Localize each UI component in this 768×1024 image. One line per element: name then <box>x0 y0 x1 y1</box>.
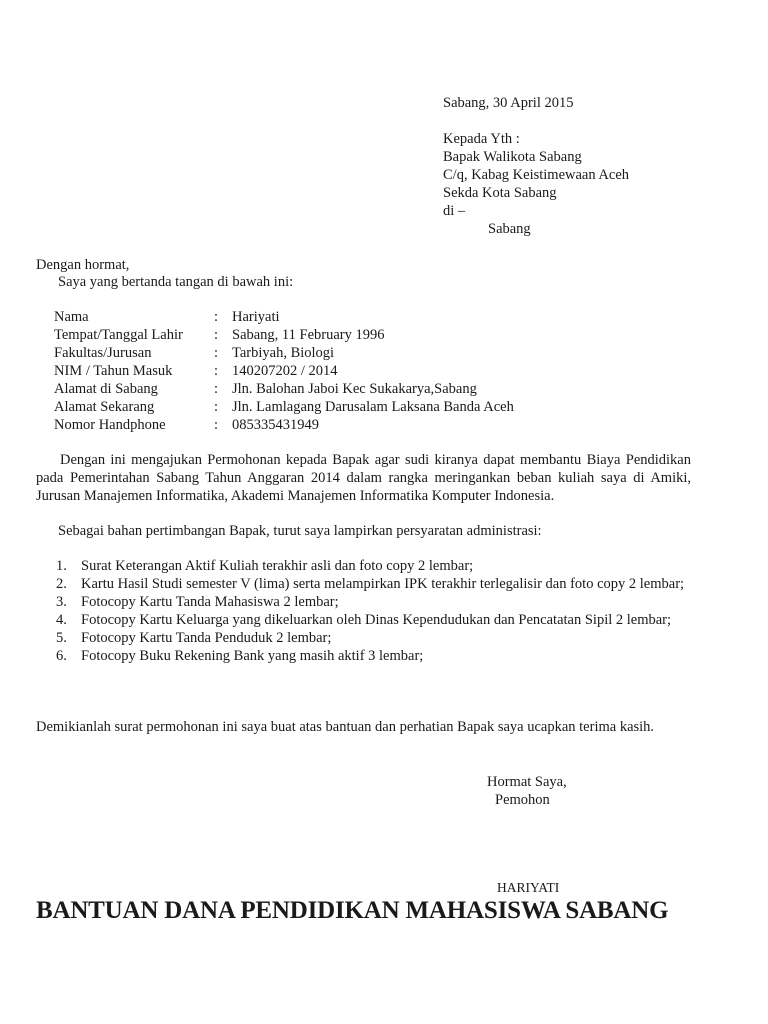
list-text: Fotocopy Kartu Tanda Mahasiswa 2 lembar; <box>81 594 339 610</box>
identity-colon: : <box>214 417 219 433</box>
list-item <box>56 629 693 647</box>
identity-table <box>54 308 514 434</box>
list-item <box>56 647 693 665</box>
list-number: 2. <box>56 576 67 592</box>
identity-label: Fakultas/Jurusan <box>54 345 152 361</box>
identity-value: Jln. Balohan Jaboi Kec Sukakarya,Sabang <box>232 381 477 397</box>
identity-row <box>54 398 514 416</box>
identity-value: Hariyati <box>232 309 280 325</box>
identity-colon: : <box>214 381 219 397</box>
recipient-line: Bapak Walikota Sabang <box>443 149 582 165</box>
greeting: Dengan hormat, <box>36 257 130 273</box>
identity-value: Tarbiyah, Biologi <box>232 345 335 361</box>
identity-value: Jln. Lamlagang Darusalam Laksana Banda Aceh <box>232 399 514 415</box>
recipient-line: C/q, Kabag Keistimewaan Aceh <box>443 167 630 183</box>
identity-label: Alamat Sekarang <box>54 399 155 415</box>
identity-label: Nomor Handphone <box>54 417 166 433</box>
attachments-intro: Sebagai bahan pertimbangan Bapak, turut saya lampirkan persyaratan administrasi: <box>58 523 542 539</box>
recipient-line: di – <box>443 203 466 219</box>
identity-value: Sabang, 11 February 1996 <box>232 327 385 343</box>
identity-colon: : <box>214 345 219 361</box>
identity-label: Alamat di Sabang <box>54 381 158 397</box>
intro-line: Saya yang bertanda tangan di bawah ini: <box>58 274 294 290</box>
list-text: Surat Keterangan Aktif Kuliah terakhir asli dan foto copy 2 lembar; <box>81 558 474 574</box>
identity-row <box>54 308 514 326</box>
document-title: BANTUAN DANA PENDIDIKAN MAHASISWA SABANG <box>36 897 669 924</box>
requirements-list <box>56 557 693 665</box>
identity-row <box>54 362 514 380</box>
identity-colon: : <box>214 399 219 415</box>
list-text: Fotocopy Buku Rekening Bank yang masih aktif 3 lembar; <box>81 648 424 664</box>
list-item <box>56 611 693 629</box>
recipient-line: Sekda Kota Sabang <box>443 185 557 201</box>
identity-colon: : <box>214 327 219 343</box>
list-item <box>56 593 693 611</box>
identity-value: 085335431949 <box>232 417 319 433</box>
list-number: 1. <box>56 558 67 574</box>
identity-row <box>54 344 514 362</box>
list-text: Kartu Hasil Studi semester V (lima) serta melampirkan IPK terakhir terlegalisir dan foto copy 2 lembar; <box>81 576 685 592</box>
list-number: 6. <box>56 648 67 664</box>
list-item <box>56 557 693 575</box>
destination-city: Sabang <box>488 221 531 237</box>
identity-colon: : <box>214 309 219 325</box>
list-item <box>56 575 693 593</box>
list-number: 5. <box>56 630 67 646</box>
signature-role: Pemohon <box>495 792 550 808</box>
list-number: 3. <box>56 594 67 610</box>
place-date: Sabang, 30 April 2015 <box>443 95 574 111</box>
signature-name: HARIYATI <box>497 880 560 895</box>
identity-label: Nama <box>54 309 89 325</box>
closing-line: Demikianlah surat permohonan ini saya buat atas bantuan dan perhatian Bapak saya ucapkan terima kasih. <box>36 719 655 735</box>
list-number: 4. <box>56 612 67 628</box>
signature-greeting: Hormat Saya, <box>487 774 567 790</box>
identity-label: NIM / Tahun Masuk <box>54 363 173 379</box>
list-text: Fotocopy Kartu Keluarga yang dikeluarkan oleh Dinas Kependudukan dan Pencatatan Sipil 2 lembar; <box>81 612 672 628</box>
identity-row <box>54 326 514 344</box>
list-text: Fotocopy Kartu Tanda Penduduk 2 lembar; <box>81 630 332 646</box>
identity-row <box>54 380 514 398</box>
identity-value: 140207202 / 2014 <box>232 363 338 379</box>
identity-colon: : <box>214 363 219 379</box>
recipient-block <box>443 94 629 238</box>
body-paragraph: Dengan ini mengajukan Permohonan kepada Bapak agar sudi kiranya dapat membantu Biaya Pendidikan pada Pemerintahan Sabang Tahun Anggaran 2014 dalam rangka meringankan beban kuliah saya di Amiki, Jurusan Manajemen Informatika, Akademi Manajemen Informatika Komputer Indonesia. <box>36 452 691 504</box>
identity-label: Tempat/Tanggal Lahir <box>54 327 183 343</box>
recipient-line: Kepada Yth : <box>443 131 520 147</box>
identity-row <box>54 416 514 434</box>
